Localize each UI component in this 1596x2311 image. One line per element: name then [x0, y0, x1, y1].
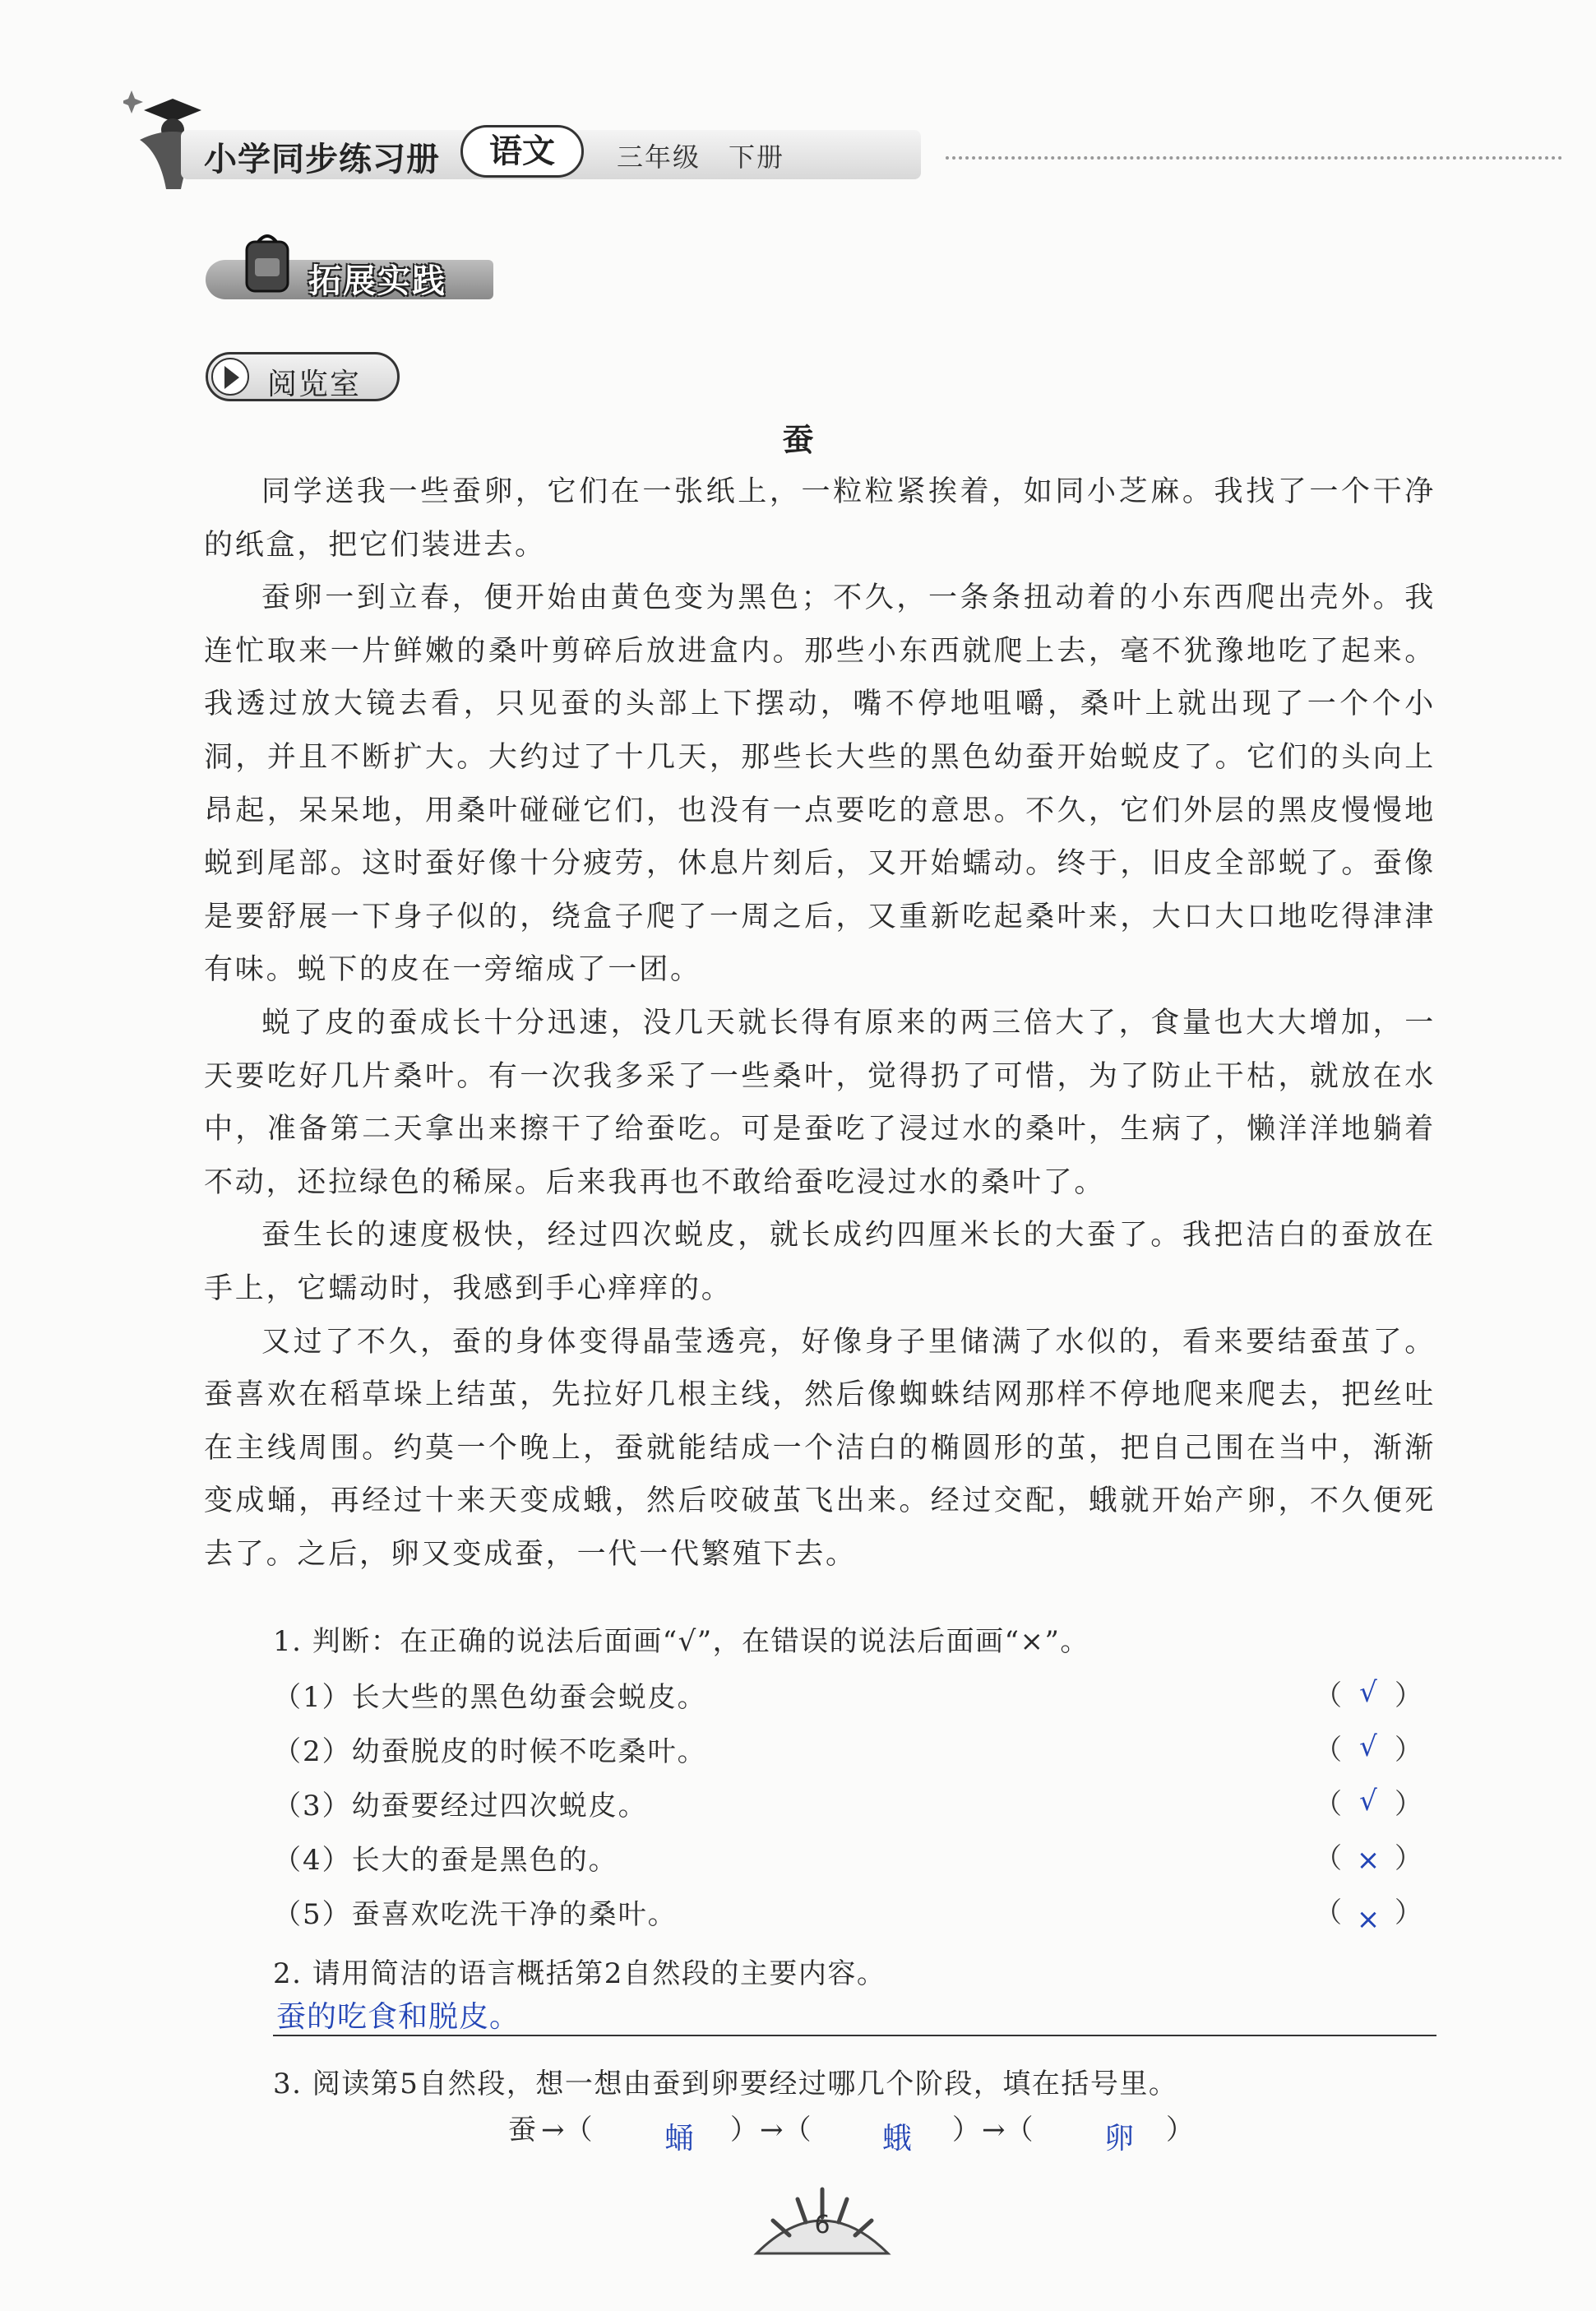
- question-1-item-4: （4）长大的蚕是黑色的。: [273, 1844, 618, 1877]
- answer-bracket-5[interactable]: [1314, 1890, 1423, 1936]
- page-number: 6: [814, 2211, 830, 2239]
- flow-answer-moth[interactable]: 蛾: [882, 2122, 913, 2156]
- question-3-prompt: 3. 阅读第5自然段，想一想由蚕到卵要经过哪几个阶段，填在括号里。: [273, 2068, 1178, 2100]
- article-body: [204, 465, 1436, 1581]
- flow-arrow-2: →（: [760, 2114, 812, 2147]
- page-footer: [740, 2171, 904, 2262]
- article-title: 蚕: [782, 421, 814, 458]
- flow-close-3: ）: [1166, 2114, 1194, 2147]
- flow-arrow-1: →（: [541, 2114, 593, 2147]
- answer-mark-1: √: [1359, 1676, 1377, 1709]
- play-arrow-icon: [224, 366, 239, 389]
- reading-room-label: 阅览室: [267, 368, 362, 401]
- article-paragraph-3: 蜕了皮的蚕成长十分迅速，没几天就长得有原来的两三倍大了，食量也大大增加，一天要吃好几片桑叶。有一次我多采了一些桑叶，觉得扔了可惜，为了防止干枯，就放在水中，准备第二天拿出来擦干了给蚕吃。可是蚕吃了浸过水的桑叶，生病了，懒洋洋地躺着不动，还拉绿色的稀屎。后来我再也不敢给蚕吃浸过水的桑叶了。: [204, 1006, 1436, 1199]
- article-paragraph-1: 同学送我一些蚕卵，它们在一张纸上，一粒粒紧挨着，如同小芝麻。我找了一个干净的纸盒，把它们装进去。: [204, 475, 1436, 562]
- answer-underline: [273, 2035, 1436, 2036]
- answer-bracket-4[interactable]: [1314, 1836, 1423, 1875]
- answer-mark-5: ×: [1356, 1903, 1381, 1936]
- answer-mark-2: √: [1359, 1730, 1377, 1763]
- bracket-open: （: [1314, 1734, 1342, 1767]
- grade-label: 三年级 下册: [617, 141, 785, 173]
- answer-bracket-2[interactable]: [1314, 1727, 1423, 1767]
- question-1-prompt: 1. 判断：在正确的说法后面画“√”，在错误的说法后面画“×”。: [273, 1625, 1089, 1658]
- bracket-open: （: [1314, 1842, 1342, 1875]
- article-paragraph-2: 蚕卵一到立春，便开始由黄色变为黑色；不久，一条条扭动着的小东西爬出壳外。我连忙取来一片鲜嫩的桑叶剪碎后放进盒内。那些小东西就爬上去，毫不犹豫地吃了起来。我透过放大镜去看，只见蚕的头部上下摆动，嘴不停地咀嚼，桑叶上就出现了一个个小洞，并且不断扩大。大约过了十几天，那些长大些的黑色幼蚕开始蜕皮了。它们的头向上昂起，呆呆地，用桑叶碰碰它们，也没有一点要吃的意思。不久，它们外层的黑皮慢慢地蜕到尾部。这时蚕好像十分疲劳，休息片刻后，又开始蠕动。终于，旧皮全部蜕了。蚕像是要舒展一下身子似的，绕盒子爬了一周之后，又重新吃起桑叶来，大口大口地吃得津津有味。蜕下的皮在一旁缩成了一团。: [204, 581, 1436, 987]
- bracket-open: （: [1314, 1679, 1342, 1712]
- flow-close-2: ）: [952, 2114, 980, 2147]
- question-1-item-3: （3）幼蚕要经过四次蜕皮。: [273, 1790, 648, 1822]
- subject-badge: 语文: [460, 125, 584, 178]
- flow-arrow-3: →（: [982, 2114, 1034, 2147]
- answer-mark-4: ×: [1356, 1844, 1381, 1877]
- flow-answer-pupa[interactable]: 蛹: [664, 2122, 695, 2156]
- book-title: 小学同步练习册: [204, 141, 440, 178]
- header-dotted-line: [946, 156, 1562, 160]
- answer-mark-3: √: [1359, 1785, 1377, 1818]
- bracket-open: （: [1314, 1897, 1342, 1929]
- article-paragraph-5: 又过了不久，蚕的身体变得晶莹透亮，好像身子里储满了水似的，看来要结蚕茧了。蚕喜欢在稻草垛上结茧，先拉好几根主线，然后像蜘蛛结网那样不停地爬来爬去，把丝吐在主线周围。约莫一个晚上，蚕就能结成一个洁白的椭圆形的茧，把自己围在当中，渐渐变成蛹，再经过十来天变成蛾，然后咬破茧飞出来。经过交配，蛾就开始产卵，不久便死去了。之后，卵又变成蚕，一代一代繁殖下去。: [204, 1325, 1436, 1571]
- question-1-item-2: （2）幼蚕脱皮的时候不吃桑叶。: [273, 1735, 707, 1768]
- answer-bracket-1[interactable]: [1314, 1673, 1423, 1712]
- section-banner-title: 拓展实践: [308, 262, 446, 300]
- bracket-close: ）: [1395, 1679, 1423, 1712]
- question-2-prompt: 2. 请用简洁的语言概括第2自然段的主要内容。: [273, 1957, 886, 1990]
- reading-room-tag: [206, 352, 400, 401]
- answer-bracket-3[interactable]: [1314, 1781, 1423, 1821]
- page-header: [123, 123, 1439, 189]
- question-1-item-1: （1）长大些的黑色幼蚕会蜕皮。: [273, 1681, 707, 1714]
- bracket-open: （: [1314, 1788, 1342, 1821]
- question-2-answer[interactable]: 蚕的吃食和脱皮。: [276, 2000, 520, 2034]
- bracket-close: ）: [1395, 1897, 1423, 1929]
- bracket-close: ）: [1395, 1788, 1423, 1821]
- flow-start-silkworm: 蚕: [508, 2114, 536, 2147]
- section-banner: [206, 230, 502, 313]
- flow-answer-egg[interactable]: 卵: [1104, 2122, 1135, 2156]
- flow-close-1: ）: [730, 2114, 758, 2147]
- article-paragraph-4: 蚕生长的速度极快，经过四次蜕皮，就长成约四厘米长的大蚕了。我把洁白的蚕放在手上，它蠕动时，我感到手心痒痒的。: [204, 1219, 1436, 1305]
- bracket-close: ）: [1395, 1842, 1423, 1875]
- bracket-close: ）: [1395, 1734, 1423, 1767]
- backpack-icon: [230, 230, 304, 296]
- question-1-item-5: （5）蚕喜欢吃洗干净的桑叶。: [273, 1898, 678, 1931]
